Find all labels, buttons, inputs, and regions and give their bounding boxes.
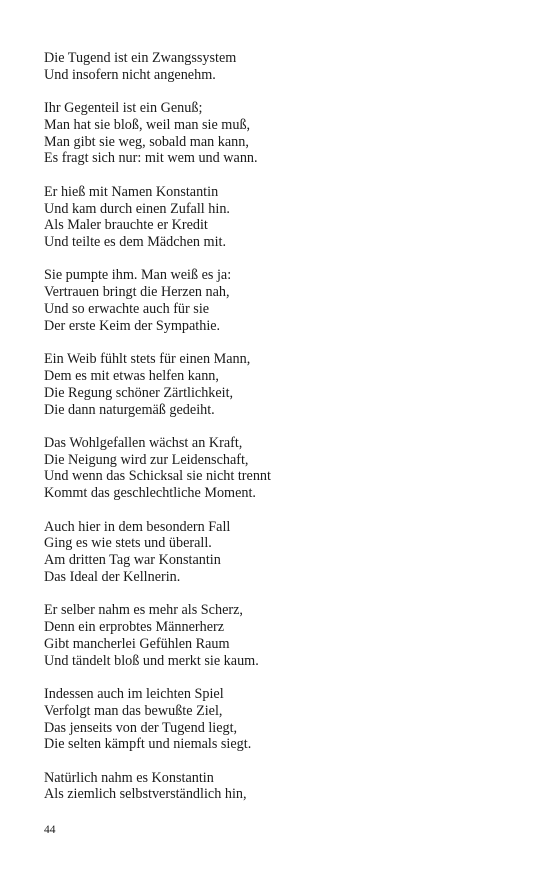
poem-line: Man gibt sie weg, sobald man kann,	[44, 133, 249, 150]
stanza	[44, 184, 524, 251]
page-number: 44	[44, 824, 56, 836]
poem-line: Kommt das geschlechtliche Moment.	[44, 485, 256, 502]
stanza	[44, 602, 524, 669]
poem-line: Und insofern nicht angenehm.	[44, 66, 216, 83]
poem-line: Es fragt sich nur: mit wem und wann.	[44, 150, 258, 167]
poem-line: Gibt mancherlei Gefühlen Raum	[44, 635, 230, 652]
poem-line: Indessen auch im leichten Spiel	[44, 685, 224, 702]
poem-line: Und tändelt bloß und merkt sie kaum.	[44, 652, 259, 669]
poem-line: Ihr Gegenteil ist ein Genuß;	[44, 100, 203, 117]
poem-line: Der erste Keim der Sympathie.	[44, 317, 221, 334]
poem-line: Denn ein erprobtes Männerherz	[44, 619, 225, 636]
poem-line: Und so erwachte auch für sie	[44, 301, 210, 318]
poem-line: Auch hier in dem besondern Fall	[44, 518, 231, 535]
stanza	[44, 519, 524, 586]
stanza	[44, 686, 524, 753]
poem-line: Verfolgt man das bewußte Ziel,	[44, 702, 223, 719]
poem-line: Und wenn das Schicksal sie nicht trennt	[44, 468, 271, 485]
poem-line: Ein Weib fühlt stets für einen Mann,	[44, 351, 251, 368]
poem-line: Und kam durch einen Zufall hin.	[44, 200, 230, 217]
poem-line: Das Wohlgefallen wächst an Kraft,	[44, 434, 243, 451]
poem-line: Vertrauen bringt die Herzen nah,	[44, 284, 230, 301]
poem-line: Und teilte es dem Mädchen mit.	[44, 234, 227, 251]
poem-line: Er selber nahm es mehr als Scherz,	[44, 602, 243, 619]
stanza	[44, 351, 524, 418]
poem-line: Die Tugend ist ein Zwangssystem	[44, 50, 237, 66]
poem-line: Sie pumpte ihm. Man weiß es ja:	[44, 267, 232, 284]
poem-line: Dem es mit etwas helfen kann,	[44, 367, 219, 384]
stanza	[44, 435, 524, 502]
poem-line: Die selten kämpft und niemals siegt.	[44, 736, 252, 753]
poem-line: Am dritten Tag war Konstantin	[44, 552, 221, 569]
stanza	[44, 770, 524, 804]
stanza	[44, 100, 524, 167]
poem-line: Als ziemlich selbstverständlich hin,	[44, 786, 247, 803]
poem-line: Das jenseits von der Tugend liegt,	[44, 719, 238, 736]
poem-body	[44, 50, 524, 820]
poem-line: Die Regung schöner Zärtlichkeit,	[44, 384, 234, 401]
poem-line: Er hieß mit Namen Konstantin	[44, 183, 219, 200]
poem-line: Die dann naturgemäß gedeiht.	[44, 401, 215, 418]
poem-line: Als Maler brauchte er Kredit	[44, 217, 208, 234]
stanza	[44, 267, 524, 334]
poem-line: Das Ideal der Kellnerin.	[44, 568, 181, 585]
poem-line: Natürlich nahm es Konstantin	[44, 769, 214, 786]
stanza	[44, 50, 524, 84]
poem-line: Die Neigung wird zur Leidenschaft,	[44, 451, 249, 468]
poem-line: Ging es wie stets und überall.	[44, 535, 212, 552]
poem-line: Man hat sie bloß, weil man sie muß,	[44, 116, 251, 133]
